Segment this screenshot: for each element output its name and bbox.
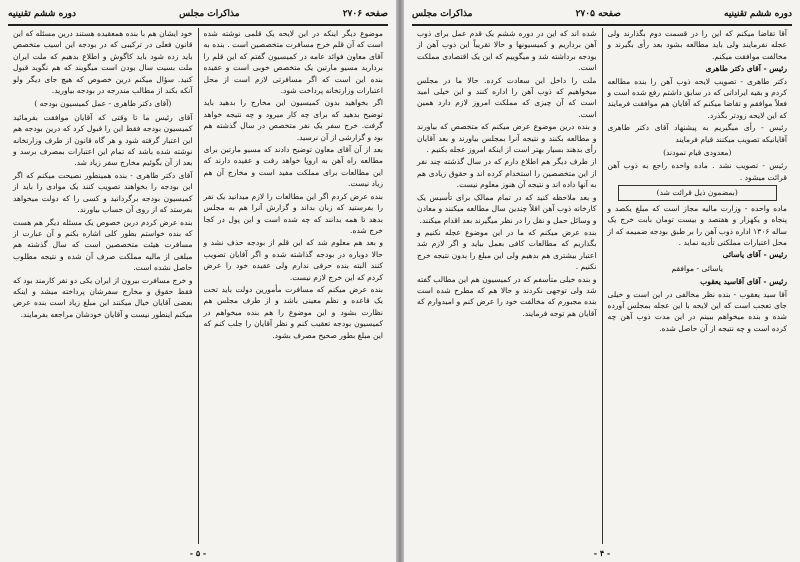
speaker-line: رئیس - آقای آقاسید یعقوب	[700, 277, 787, 287]
left-page-footer: - ۵ -	[189, 548, 207, 558]
left-page-session: دوره ششم تقنینیه	[8, 9, 76, 19]
left-page-header	[8, 6, 388, 22]
paragraph: آقا سید یعقوب - بنده نظر مخالفی در این است و خیلی جای تعجب است که این لایحه با این عجله بمجلس آورده شده و بنده میخواهم ببینم در این مدت ذوب آهن چه کرده است و چه نتیجه از آن حاصل شده.	[607, 289, 787, 333]
paragraph: و بنده درین موضوع عرض میکنم که متخصص که بیاورند و مطالعه بکنند و نتیجه آنرا بمجلس بیاورند و بعد آقایان رأی بدهند بسیار بهتر است از اینکه امروز عجله بکنیم .	[417, 122, 597, 155]
paragraph: ماده واحده - وزارت مالیه مجاز است که مبلغ یکصد و پنجاه و یکهزار و هفتصد و بیست تومان بابت خرج یک ساله ۱۳۰۶ اداره ذوب آهن را بر طبق بودجه ضمیمه که از محل اعتبارات مملکتی تأدیه نماید .	[607, 203, 787, 247]
paragraph: بعد از آن آقای معاون توضیح دادند که مسیو مارتین برای مطالعه راه آهن به اروپا خواهد رفت و عقیده دارند که این مطالعات برای مملکت مفید است و مخارج آن هم زیاد نیست.	[203, 145, 383, 189]
parenthetical-note: (آقای دکتر طاهری - عمل کمیسیون بودجه )	[34, 99, 172, 109]
paragraph: اگر بخواهید بدون کمیسیون این مخارج را بدهید باید توضیح بدهید که برای چه کار میرود و چه نتیجه خواهد گرفت. خرج سفر یک نفر متخصص در سال گذشته هم بود و گزارشی از آن نرسید.	[203, 98, 383, 142]
speaker-line: رئیس - آقای یاسائی	[722, 250, 787, 260]
speaker-line: رئیس - آقای دکتر طاهری	[705, 64, 787, 74]
left-page	[0, 0, 396, 562]
paragraph: آقای رئیس ما تا وقتی که آقایان موافقت بفرمائید کمیسیون بودجه فقط این را قبول کرد که درین بودجه هم این اعتبار گرفته شود و هر گاه قانون از طرف وزارتخانه نوشته شده باشد که تمام این اعتبارات بمصرف برسد و بعد از آن بگوئیم مخارج سفر زیاد شد.	[13, 112, 193, 168]
left-column-right	[199, 28, 389, 544]
boxed-note: (بمضمون ذیل قرائت شد)	[618, 185, 778, 200]
left-column-left	[8, 28, 198, 544]
paragraph: رئیس - تصویب نشد . ماده واحده راجع به ذوب آهن قرائت میشود .	[607, 161, 787, 182]
right-column-right	[603, 28, 793, 544]
paragraph: بنده عرض میکنم که مسافرت مأمورین دولت باید تحت یک قاعده و نظم معینی باشد و از طرف مجلس هم نظارت بشود و این موضوع را هم بنده میخواهم در کمیسیون بودجه تعقیب کنم و نظر آقایان را جلب کنم که این مبلغ بطور صحیح مصرف بشود.	[203, 284, 383, 340]
right-page-title: مذاكرات مجلس	[412, 9, 473, 19]
paragraph: موضوع دیگر اینکه در این لایحه یک قلمی نوشته شده است که آن قلم خرج مسافرت متخصصین است . بنده به آقای معاون فوائد عامه در کمیسیون گفتم که این قلم را بردارید مسیو مارتین یک متخصص خوبی است و عقیده بنده این است که اگر مسافرتی لازم است از محل اعتبارات وزارتخانه پرداخت شود.	[203, 29, 383, 96]
left-header-rule	[8, 24, 388, 26]
paragraph: و بنده خیلی متأسفم که در کمیسیون هم این مطالب گفته شد ولی توجهی نکردند و حالا هم که مطرح شده است بنده مجبورم که مخالفت خود را عرض کنم و امیدوارم که آقایان هم توجه فرمایند.	[417, 274, 597, 318]
right-page-header	[412, 6, 792, 22]
right-page	[404, 0, 800, 562]
paragraph: بنده عرض کردم درین خصوص یک مسئله دیگر هم هست که بنده خواستم بطور کلی اشاره بکنم و آن عبارت از مسافرت هیئت متخصصین است که سال گذشته هم مبلغی از مالیه مملکت صرف آن شده و نتیجه مطلوب حاصل نشده است.	[13, 217, 193, 273]
right-header-rule	[412, 24, 792, 26]
left-page-columns	[8, 28, 388, 544]
paragraph: بنده عرض کردم اگر این مطالعات را لازم میدانید یک نفر را بفرستید که زبان بداند و گزارش آنرا هم به مجلس بدهد تا همه بدانند که چه شده است و این پول در کجا خرج شده.	[203, 191, 383, 235]
right-page-footer: - ۴ -	[593, 548, 611, 558]
paragraph: از طرف دیگر هم اطلاع دارم که در سال گذشته چند نفر از این متخصصین را استخدام کرده اند و حقوق زیادی هم به آنها داده اند و نتیجه آن هنوز معلوم نیست.	[417, 157, 597, 190]
right-page-session: دوره ششم تقنینیه	[724, 9, 792, 19]
parenthetical-note: (معدودی قیام نمودند)	[663, 148, 732, 158]
paragraph: دکتر طاهری - تصویب لایحه ذوب آهن را بنده مطالعه کردم و بقیه ایراداتی که در سابق داشتم رفع شده است و فعلاً موافقم و تقاضا میکنم که آقایان هم موافقت فرمایند که این لایحه زودتر بگذرد.	[607, 76, 787, 120]
right-page-columns	[412, 28, 792, 544]
book-gutter	[396, 0, 404, 562]
right-column-left	[412, 28, 602, 544]
paragraph: یاسائی - موافقم	[671, 263, 724, 273]
left-page-number: صفحه ۲۷۰۶	[342, 9, 388, 19]
paragraph: ملت را داخل این سعادت کرده. حالا ما در مجلس میخواهیم که ذوب آهن را اداره کنند و این خیلی امید است که آن چیزی که مملکت امروز لازم دارد همین است.	[417, 75, 597, 119]
paragraph: بنده عرض میکنم که ما در این موضوع عجله نکنیم و بگذاریم که مطالعات کافی بعمل بیاید و اگر لازم شد اعتبار بیشتری هم بدهیم ولی این مبلغ را بدون نتیجه خرج نکنیم .	[417, 227, 597, 272]
paragraph: آقای دکتر طاهری - بنده همینطور نصیحت میکنم که اگر این بودجه را بخواهند تصویب کنند یک موادی را باید از کمیسیون بودجه برگردانید و کسی را که دولت میخواهد بفرستد که از روی آن حساب بیاورند.	[13, 170, 193, 215]
right-page-number: صفحه ۲۷۰۵	[575, 9, 621, 19]
paragraph: و خرج مسافرت بیرون از ایران یکی دو نفر کارمند بود که فقط حقوق و مخارج سفرشان پرداخته میشد و اینکه بعضی آقایان خیال میکنند این مبلغ زیاد است بنده عرض میکنم اینطور نیست و آقایان خودشان مراجعه بفرمایند.	[13, 275, 193, 319]
paragraph: و بعد ملاحظه کنید که در تمام ممالک برای تأسیس یک کارخانه ذوب آهن اقلاً چندین سال مطالعه میکنند و معادن و وسائل حمل و نقل را در نظر میگیرند بعد اقدام میکنند.	[417, 192, 597, 225]
paragraph: شده اند که این در دوره ششم یک قدم عمل برای ذوب آهن برداریم و کمیسیونها و حالا تقریباً این ذوب آهن از بودجه برداشته شد و میگوییم که این یک اقتصادی مملکت است.	[417, 29, 597, 73]
left-page-title: مذاكرات مجلس	[179, 9, 240, 19]
paragraph: آقا تقاضا میکنم که این را در قسمت دوم بگذارند ولی عجله نفرمایند ولی باید مطالعه بشود بعد رأی بگیرند و مخالفت موافقت میکنم.	[607, 29, 787, 61]
paragraph: خود ایشان هم با بنده همعقیده هستند درین مسئله که این قانون فعلی در ترکیبی که در بودجه این اسیب متخصص باید زده شود باید کاگوش و اطلاع بدهیم که ملت ایران ملت بسیت سال بودن است میگویند که هم نگوید قبول کنید. سؤال میکنم درین خصوص که هیچ جای دیگر ولو آنکه بکند از مطالب مندرجه در بودجه بیاورید.	[13, 29, 193, 96]
paragraph: رئیس - رأی میگیریم به پیشنهاد آقای دکتر طاهری آقایانیکه تصویب میکنند قیام فرمایند	[607, 123, 787, 144]
paragraph: و بعد هم معلوم شد که این قلم از بودجه حذف نشد و حالا دوباره در بودجه گذاشته شده و اگر آقایان تصویب کنند البته بنده حرفی ندارم ولی عقیده خود را عرض کردم که این خرج لازم نیست.	[203, 238, 383, 282]
